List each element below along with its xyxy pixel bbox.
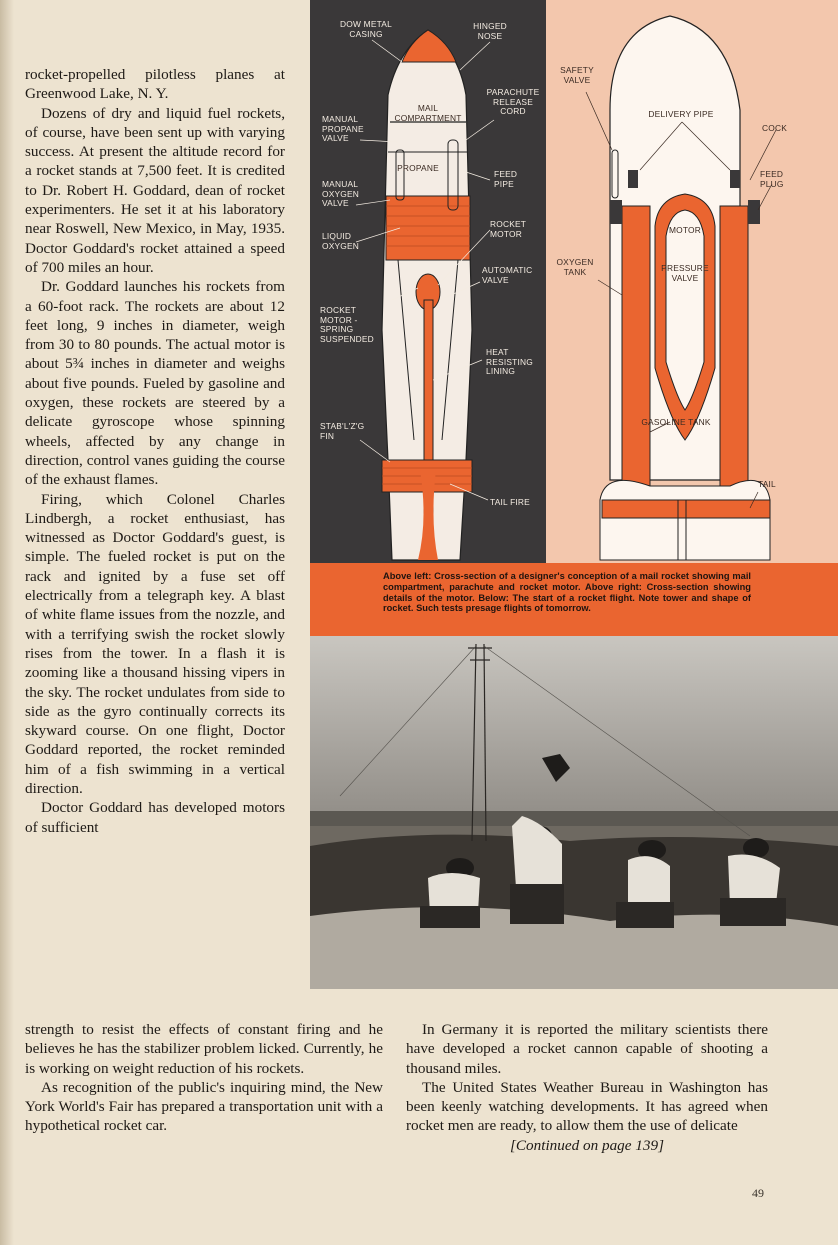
label-feed-pipe: FEED PIPE	[494, 169, 518, 189]
label-rocket-motor: ROCKET MOTOR	[490, 219, 526, 239]
label-liquid-oxygen: LIQUID OXYGEN	[322, 231, 360, 251]
page-gutter-shadow	[0, 0, 14, 1245]
label-safety-valve: SAFETY VALVE	[560, 65, 594, 85]
paragraph: As recognition of the public's inquiring mind, the New York World's Fair has prepared a transportation unit with a hypothetical rocket car.	[25, 1078, 383, 1135]
label-manual-propane-valve: MANUAL PROPANE VALVE	[322, 114, 364, 143]
paragraph: Dr. Goddard launches his rockets from a 60-foot rack. The rockets are about 12 feet long, 9 inches in diameter, weigh from 30 to 80 pounds. The actual motor is about 5¾ inches in diameter and weighs about five pounds. Fueled by gasoline and oxygen, these rockets are steered by a delicate gyroscope whose spinning wheels, affected by any change in direction, control vanes guiding the course of the exhaust flames.	[25, 278, 285, 489]
label-delivery-pipe: DELIVERY PIPE	[648, 109, 714, 119]
paragraph: rocket-propelled pilotless planes at Greenwood Lake, N. Y.	[25, 66, 285, 103]
label-heat-resisting-lining: HEAT RESISTING LINING	[486, 347, 533, 376]
label-hinged-nose: HINGED NOSE	[473, 21, 507, 41]
label-parachute-release-cord: PARACHUTE RELEASE CORD	[486, 87, 540, 116]
continued-note: [Continued on page 139]	[510, 1136, 664, 1154]
label-tail: TAIL	[758, 479, 776, 489]
label-motor: MOTOR	[668, 225, 702, 235]
label-stabilizing-fin: STAB'L'Z'G FIN	[320, 421, 365, 441]
label-rocket-motor-spring-suspended: ROCKET MOTOR - SPRING SUSPENDED	[320, 305, 374, 344]
label-tail-fire: TAIL FIRE	[490, 497, 530, 507]
paragraph: The United States Weather Bureau in Washington has been keenly watching developments. It has agreed when rocket men are ready, to allow them the use of delicate	[406, 1078, 768, 1135]
photo-scene	[310, 636, 838, 989]
label-manual-oxygen-valve: MANUAL OXYGEN VALVE	[322, 179, 360, 208]
label-parachute: PARACHUTE	[405, 62, 453, 71]
label-pressure-valve: PRESSURE VALVE	[661, 263, 709, 283]
label-feed-plug: FEED PLUG	[760, 169, 784, 189]
rocket-cross-section-illustration	[310, 0, 838, 563]
label-automatic-valve: AUTOMATIC VALVE	[482, 265, 533, 285]
article-bottom-right-column	[406, 1020, 768, 1155]
label-cock: COCK	[762, 123, 787, 133]
rocket-launch-photo	[310, 636, 838, 989]
label-oxygen-tank: OXYGEN TANK	[556, 257, 594, 277]
paragraph: Firing, which Colonel Charles Lindbergh, a rocket enthusiast, has witnessed as Doctor Goddard's guest, is simple. The fueled rocket is put on the rack and ignited by a fuse set off electrically from a telegraph key. A blast of white flame issues from the nozzle, and with a terrifying swish the rocket slowly rises from the tower. In a flash it is zooming like a thousand hissing vipers in the sky. The rocket undulates from side to side as the gyro continually corrects its skyward course. On one flight, Doctor Goddard reported, the rocket reminded him of a fish swimming in a vertical direction.	[25, 490, 285, 797]
article-bottom-left-column	[25, 1020, 383, 1136]
figure-caption: Above left: Cross-section of a designer's conception of a mail rocket showing mail compartment, parachute and rocket motor. Above right: Cross-section showing details of the motor. Below: The start of a rocket flight. Note tower and shape of rocket. Such tests presage flights of tomorrow.	[383, 571, 751, 614]
paragraph: Dozens of dry and liquid fuel rockets, of course, have been sent up with varying success. At present the altitude record for a rocket stands at 7,500 feet. It is credited to Dr. Robert H. Goddard, dean of rocket experimenters. He set it at his laboratory near Roswell, New Mexico, in May, 1935. Doctor Goddard's rocket attained a speed of 700 miles an hour.	[25, 104, 285, 276]
label-dow-metal-casing: DOW METAL CASING	[340, 19, 392, 39]
paragraph: Doctor Goddard has developed motors of sufficient	[25, 799, 285, 836]
motor-detail-drawing	[586, 16, 776, 560]
article-left-column	[25, 65, 285, 837]
paragraph: In Germany it is reported the military scientists there have developed a rocket cannon capable of shooting a thousand miles.	[406, 1021, 768, 1077]
paragraph: strength to resist the effects of constant firing and he believes he has the stabilizer problem licked. Currently, he is working on weight reduction of his rockets.	[25, 1021, 383, 1077]
label-mail-compartment: MAIL COMPARTMENT	[394, 103, 462, 123]
label-gasoline-tank: GASOLINE TANK	[641, 417, 711, 427]
page-number: 49	[752, 1186, 764, 1200]
label-propane: PROPANE	[397, 163, 439, 173]
